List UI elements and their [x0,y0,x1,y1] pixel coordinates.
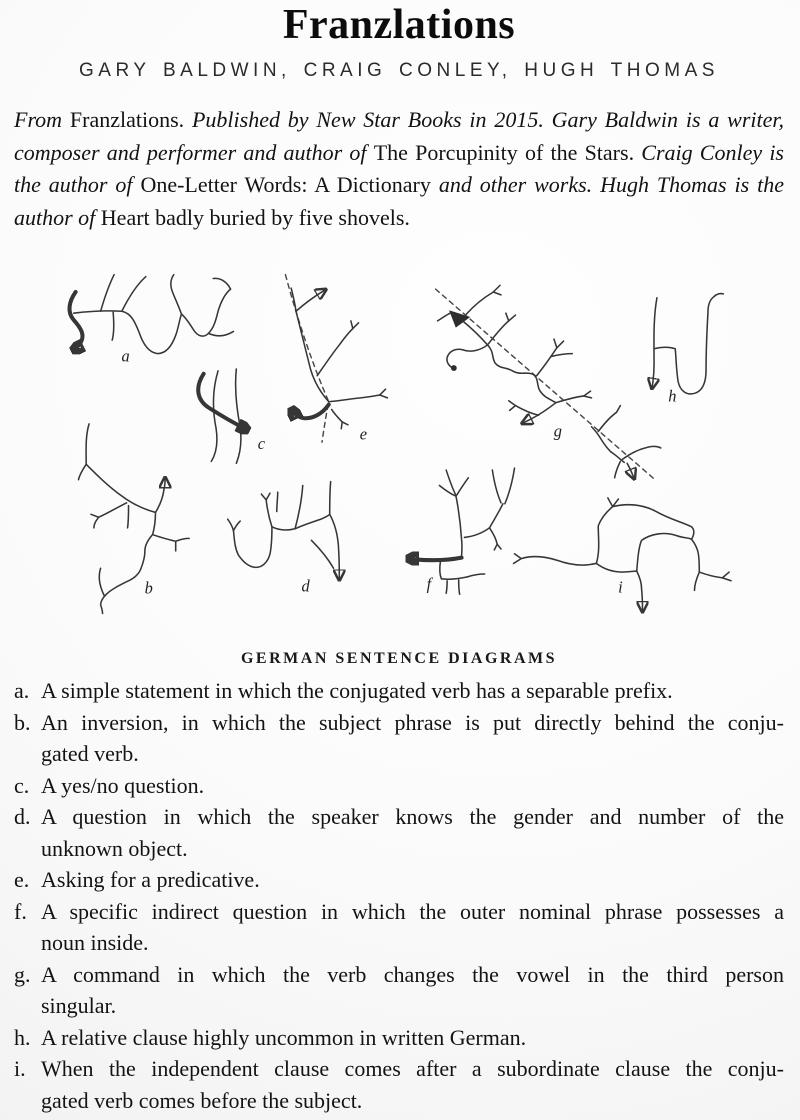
authors-line: GARY BALDWIN, CRAIG CONLEY, HUGH THOMAS [79,60,719,81]
diagram-a [69,275,233,366]
list-item-line: When the independent clause comes after a subordinate clause the conju- [41,1056,784,1081]
page-title: Franzlations [282,2,516,48]
intro-italic-segment: and other works. Hugh Thomas is the [438,172,784,197]
sentence-diagrams-figure [14,246,784,646]
list-item-label: g. [14,961,31,987]
list-item-line: A yes/no question. [41,772,205,798]
diagram-i [514,498,732,611]
intro-italic-segment: the author of [14,172,141,197]
list-item [14,959,784,1022]
list-item-line: Asking for a predicative. [41,867,260,892]
diagram-label-d: d [301,576,310,596]
intro-roman-segment: The Porcupinity of the Stars. [373,139,642,165]
diagram-h [652,294,723,406]
intro-italic-segment: composer and performer and author of [14,139,374,165]
list-item-label: b. [14,709,31,735]
diagram-label-e: e [359,424,368,444]
list-item-line: A command in which the verb changes the vowel in the third person [41,961,784,987]
diagram-label-c: c [257,433,265,453]
list-item-line: A relative clause highly uncommon in written German. [41,1024,527,1050]
list-item-label: a. [14,678,30,703]
diagram-g [436,285,661,479]
diagram-label-f: f [426,574,432,594]
list-item [14,707,784,770]
list-item-label: i. [14,1056,26,1081]
list-item-line: gated verb comes before the subject. [41,1087,363,1113]
list-item [14,1053,784,1116]
intro-italic-segment: author of [14,204,101,230]
diagram-label-h: h [668,386,677,406]
diagram-d [228,482,340,596]
list-item-label: h. [14,1024,31,1050]
diagram-label-g: g [553,421,562,441]
intro-roman-segment: Heart badly buried by five shovels. [100,204,410,230]
intro-line [14,202,784,235]
diagram-label-a: a [121,346,130,366]
list-item [14,1022,784,1054]
list-item-line: A question in which the speaker knows the gender and number of the [41,804,784,829]
list-item-line: An inversion, in which the subject phrase is put directly behind the conju- [41,709,784,735]
intro-italic-segment: Published by New Star Books in 2015. Gary Baldwin is a writer, [191,107,784,132]
list-item-line: A specific indirect question in which the outer nominal phrase possesses a [41,898,784,924]
list-item-label: d. [14,804,31,829]
intro-paragraph [14,104,784,234]
intro-roman-segment: One-Letter Words: A Dictionary [140,172,439,197]
figure-caption: GERMAN SENTENCE DIAGRAMS [240,650,558,667]
diagram-descriptions-list [14,675,784,1116]
diagram-b [78,424,189,614]
list-item [14,864,784,896]
diagram-label-i: i [618,577,623,597]
list-item-line: noun inside. [41,930,149,955]
list-item-line: gated verb. [41,741,139,766]
intro-italic-segment: Craig Conley is [641,139,784,165]
list-item-line: A simple statement in which the conjugated verb has a separable prefix. [41,678,673,703]
intro-line [14,137,784,170]
intro-roman-segment: Franzlations. [69,107,192,132]
diagram-c [198,369,266,463]
list-item-label: e. [14,867,30,892]
list-item [14,675,784,707]
list-item-label: c. [14,772,30,798]
list-item-label: f. [14,898,27,924]
diagrams-svg [14,246,784,646]
list-item [14,801,784,864]
list-item [14,770,784,802]
diagram-f [409,468,515,594]
diagram-e [285,275,387,444]
intro-line [14,169,784,202]
list-item-line: singular. [41,993,117,1018]
diagram-label-b: b [144,578,153,598]
intro-line [14,104,784,137]
intro-italic-segment: From [14,107,70,132]
list-item-line: unknown object. [41,835,188,861]
list-item [14,896,784,959]
